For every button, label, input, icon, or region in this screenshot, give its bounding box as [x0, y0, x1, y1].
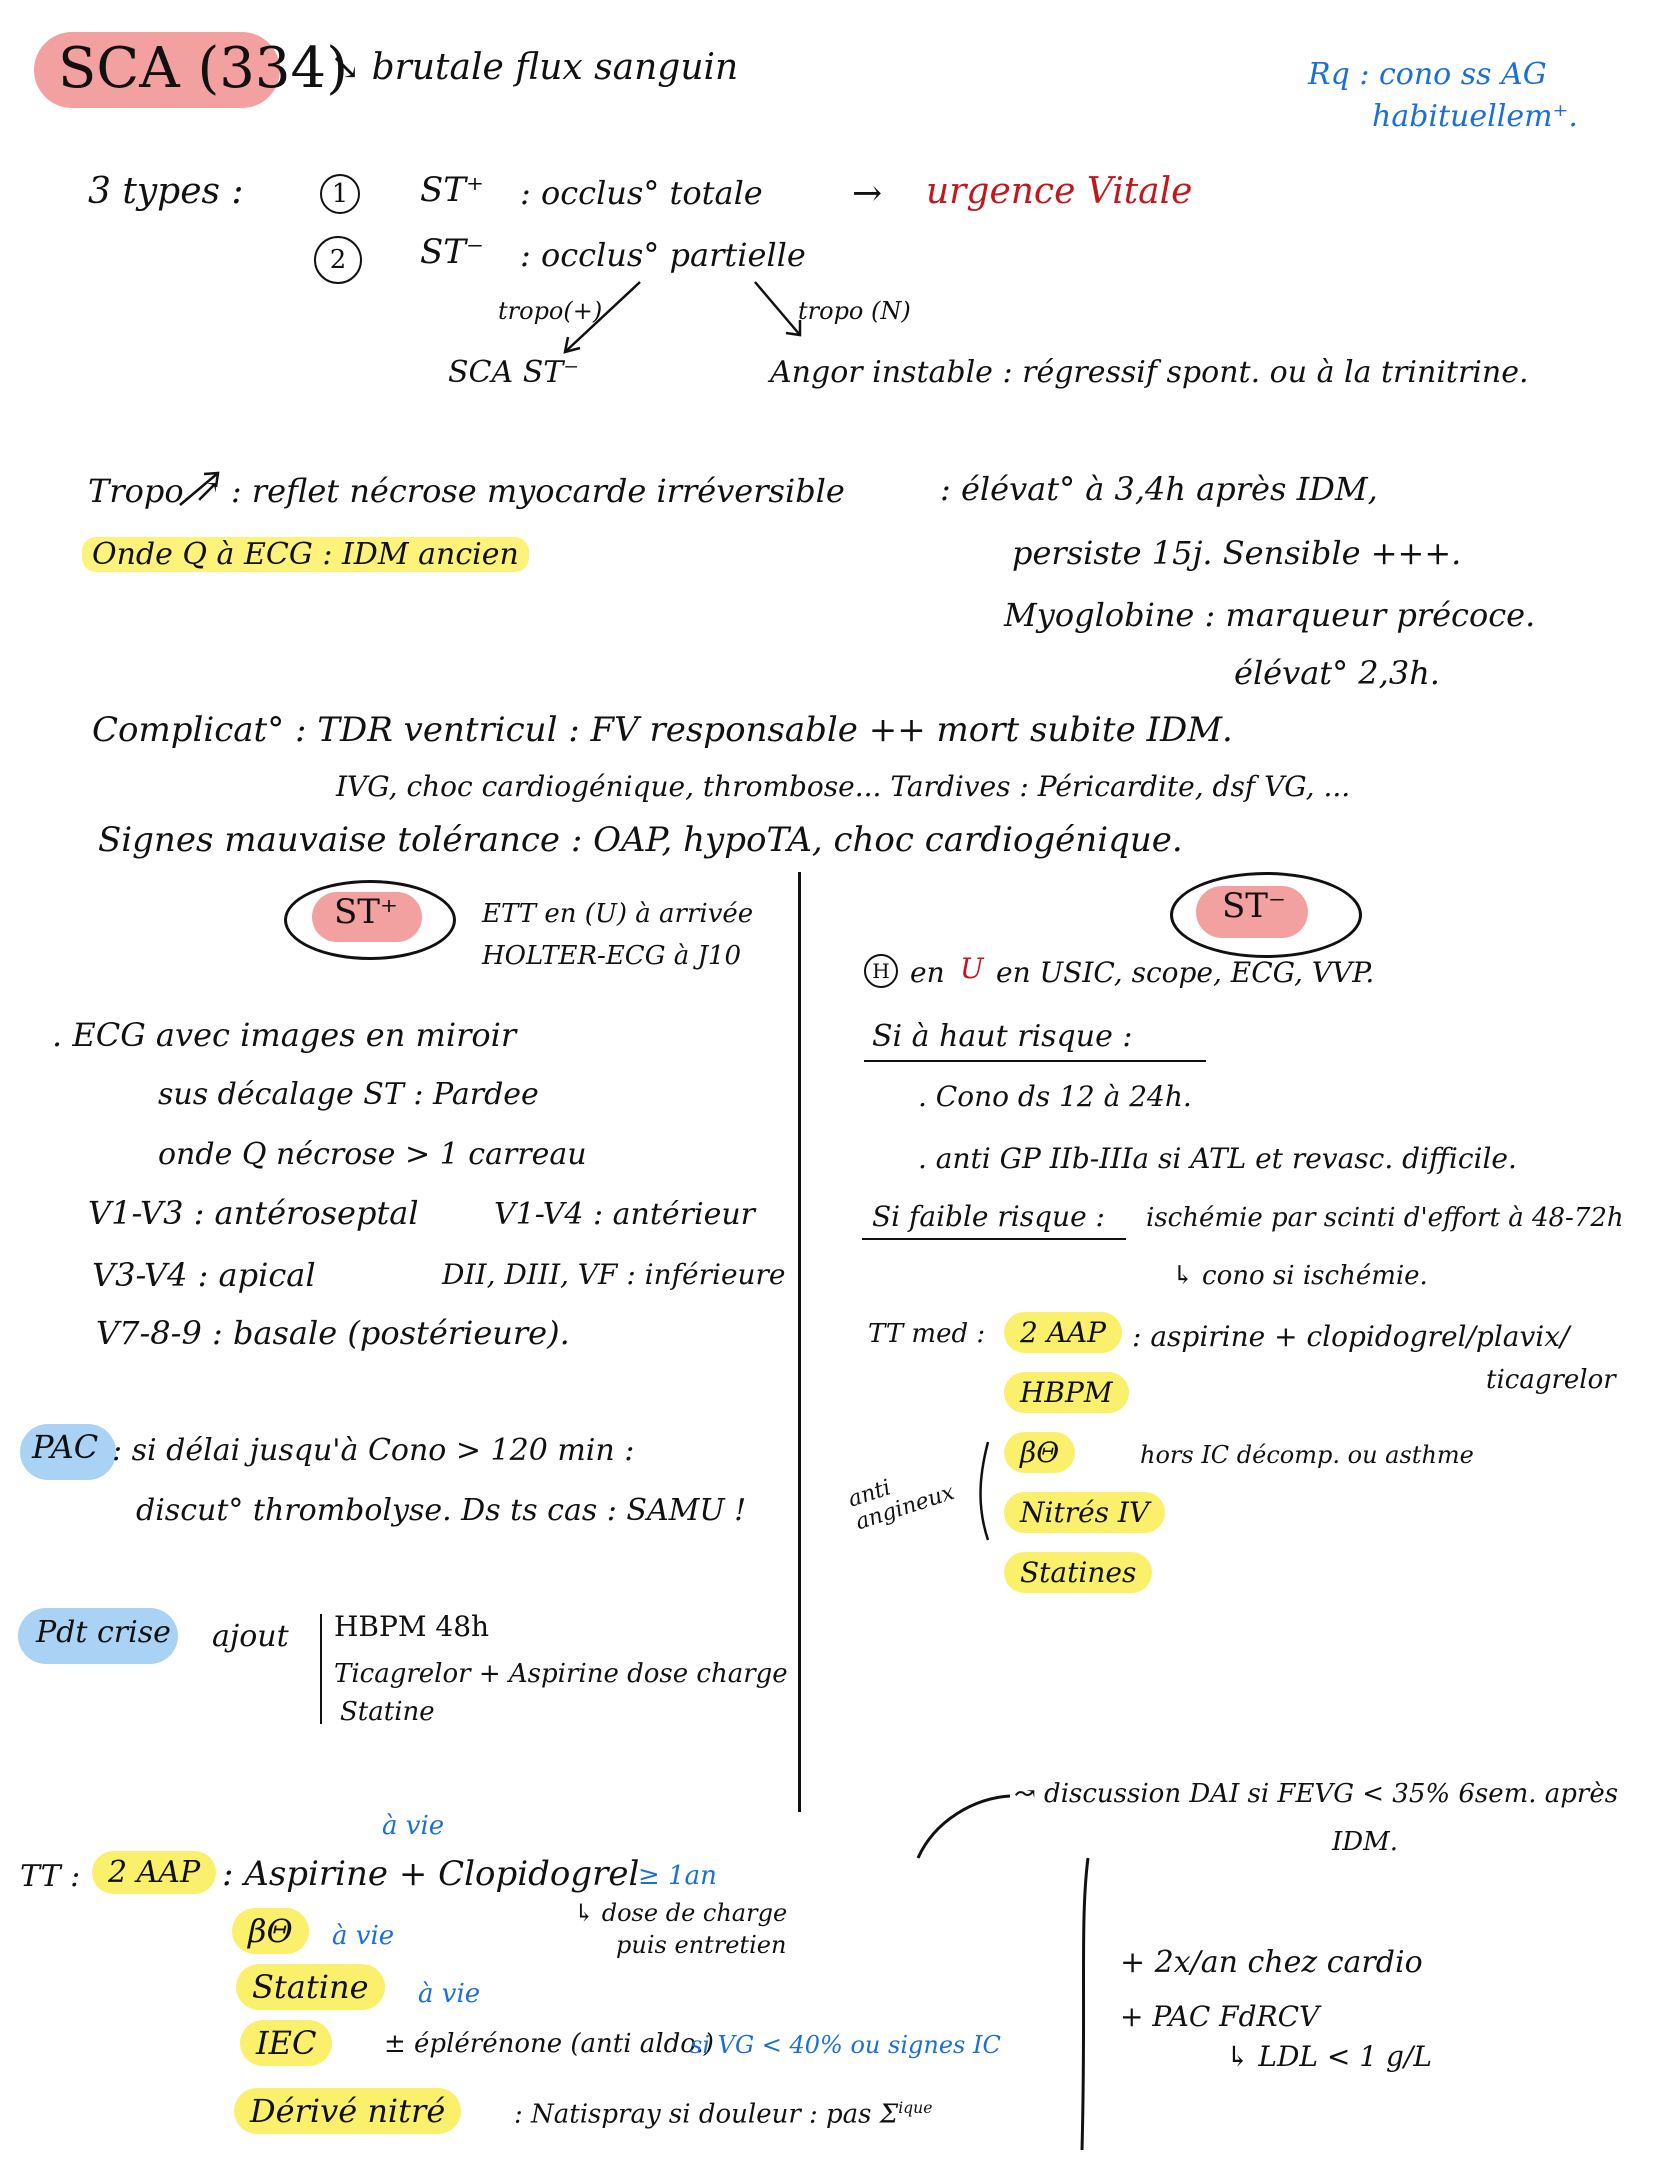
- complications-line-3: Signes mauvaise tolérance : OAP, hypoTA, choc cardiogénique.: [98, 820, 1183, 860]
- types-label: 3 types :: [88, 171, 244, 212]
- st-minus-line-1-u: U: [960, 952, 984, 985]
- remark-line-1: Rq : cono ss AG: [1308, 57, 1547, 92]
- haut-risque-underline: [864, 1060, 1206, 1062]
- st-minus-line-1-prefix: en: [910, 956, 945, 989]
- derive-desc: : Natispray si douleur : pas $\Sigma^{ique}$: [514, 2099, 933, 2130]
- onde-q-ecg: Onde Q à ECG : IDM ancien: [82, 538, 529, 571]
- tt-med-label: TT med :: [868, 1319, 986, 1349]
- ajout-label: ajout: [212, 1619, 289, 1654]
- haut-risque: Si à haut risque :: [872, 1019, 1133, 1054]
- suivi-line-3: ↳ LDL < 1 g/L: [1226, 2040, 1432, 2073]
- aspirine-a-vie: à vie: [382, 1811, 445, 1841]
- tropo-positive: tropo(+): [498, 297, 603, 325]
- sus-decalage: sus décalage ST : Pardee: [158, 1077, 539, 1112]
- cono-delay: . Cono ds 12 à 24h.: [918, 1080, 1192, 1113]
- onde-q-necrose: onde Q nécrose > 1 carreau: [158, 1137, 587, 1172]
- derive-nitre: Dérivé nitré: [234, 2094, 461, 2129]
- column-divider: [798, 872, 801, 1812]
- page-title: SCA (334): [58, 36, 349, 101]
- myoglobine-2: élévat° 2,3h.: [1234, 654, 1440, 692]
- statine-treatment: Statine: [236, 1970, 385, 2005]
- suivi-line-1: + 2x/an chez cardio: [1120, 1945, 1423, 1980]
- beta-desc: hors IC décomp. ou asthme: [1140, 1441, 1474, 1469]
- type-2-desc: : occlus° partielle: [520, 236, 806, 274]
- sca-st-minus: SCA ST⁻: [448, 355, 580, 390]
- faible-risque-underline: [862, 1238, 1126, 1240]
- v3-v4: V3-V4 : apical: [92, 1256, 316, 1294]
- faible-risque: Si faible risque :: [872, 1200, 1105, 1233]
- st-plus-badge: ST⁺: [334, 892, 398, 932]
- anti-angineux-label: anti angineux: [845, 1475, 958, 1536]
- st-minus-badge: ST⁻: [1222, 886, 1286, 926]
- aap-treatment: 2 AAP: [92, 1856, 216, 1889]
- type-2-st: ST⁻: [420, 232, 484, 272]
- tropo-normal: tropo (N): [798, 297, 911, 325]
- pac-label: PAC: [32, 1428, 99, 1466]
- pdt-crise-label: Pdt crise: [36, 1615, 171, 1650]
- aap-desc: : aspirine + clopidogrel/plavix/: [1132, 1320, 1570, 1353]
- ecg-miroir: . ECG avec images en miroir: [52, 1016, 517, 1054]
- tt-label: TT :: [20, 1859, 81, 1894]
- ajout-item-3: Statine: [340, 1697, 435, 1727]
- beta-a-vie: à vie: [332, 1921, 395, 1951]
- statine-a-vie: à vie: [418, 1979, 481, 2009]
- complications-line-2: IVG, choc cardiogénique, thrombose... Tardives : Péricardite, dsf VG, ...: [336, 770, 1351, 803]
- beta-bloquant-st-minus: βΘ: [1004, 1438, 1075, 1469]
- iec-condition: si VG < 40% ou signes IC: [690, 2031, 1001, 2059]
- complications-line-1: Complicat° : TDR ventricul : FV responsable ++ mort subite IDM.: [92, 710, 1233, 750]
- type-1-desc: : occlus° totale: [520, 174, 763, 212]
- definition: ↘ brutale flux sanguin: [330, 47, 739, 88]
- hospital-icon: H: [864, 954, 898, 988]
- dai-line-2: IDM.: [1332, 1827, 1399, 1857]
- suivi-line-2: + PAC FdRCV: [1120, 2000, 1320, 2033]
- beta-treatment: βΘ: [232, 1914, 309, 1949]
- iec-treatment: IEC: [240, 2026, 332, 2061]
- aap-desc-2: ticagrelor: [1486, 1365, 1616, 1395]
- faible-cono: ↳ cono si ischémie.: [1172, 1261, 1428, 1291]
- hbpm-st-minus: HBPM: [1004, 1378, 1129, 1409]
- ett-line-2: HOLTER-ECG à J10: [482, 941, 741, 971]
- type-1-arrow: →: [852, 173, 883, 214]
- dose-line-1: ↳ dose de charge: [574, 1899, 788, 1927]
- tropo-right-1: : élévat° à 3,4h après IDM,: [940, 470, 1378, 508]
- tropo-right-2: persiste 15j. Sensible +++.: [1012, 534, 1462, 572]
- statines-st-minus: Statines: [1004, 1558, 1152, 1589]
- v1-v4: V1-V4 : antérieur: [494, 1197, 756, 1232]
- aspirine-clopidogrel: : Aspirine + Clopidogrel: [222, 1854, 640, 1894]
- nitres-iv: Nitrés IV: [1004, 1498, 1165, 1529]
- aap-st-minus: 2 AAP: [1004, 1318, 1122, 1349]
- st-minus-line-1-suffix: en USIC, scope, ECG, VVP.: [996, 956, 1375, 989]
- dai-line-1: ↝ discussion DAI si FEVG < 35% 6sem. après: [1014, 1779, 1619, 1809]
- v1-v3: V1-V3 : antéroseptal: [88, 1194, 419, 1232]
- v7-v9: V7-8-9 : basale (postérieure).: [96, 1314, 570, 1352]
- pac-line-2: discut° thrombolyse. Ds ts cas : SAMU !: [136, 1493, 747, 1528]
- myoglobine-1: Myoglobine : marqueur précoce.: [1004, 596, 1536, 634]
- angor-instable: Angor instable : régressif spont. ou à la trinitrine.: [770, 355, 1529, 390]
- clopidogrel-duration: ≥ 1an: [638, 1861, 717, 1891]
- type-1-number: 1: [320, 174, 360, 214]
- ajout-item-2: Ticagrelor + Aspirine dose charge: [334, 1659, 788, 1689]
- anti-gp: . anti GP IIb-IIIa si ATL et revasc. difficile.: [918, 1142, 1517, 1175]
- faible-desc: ischémie par scinti d'effort à 48-72h: [1146, 1203, 1624, 1233]
- pac-line-1: : si délai jusqu'à Cono > 120 min :: [112, 1433, 635, 1468]
- type-1-st: ST⁺: [420, 170, 484, 210]
- iec-desc: ± éplérénone (anti aldo.): [384, 2029, 714, 2059]
- tropo-line: Tropo ↗ : reflet nécrose myocarde irréversible: [88, 472, 845, 510]
- ajout-item-1: HBPM 48h: [334, 1610, 490, 1643]
- ett-line-1: ETT en (U) à arrivée: [482, 899, 754, 929]
- d2-d3-vf: DII, DIII, VF : inférieure: [442, 1258, 786, 1291]
- ajout-bracket: [320, 1614, 322, 1724]
- type-1-result: urgence Vitale: [926, 171, 1193, 212]
- type-2-number: 2: [314, 236, 362, 284]
- remark-line-2: habituellem⁺.: [1372, 99, 1578, 134]
- dose-line-2: puis entretien: [616, 1931, 787, 1959]
